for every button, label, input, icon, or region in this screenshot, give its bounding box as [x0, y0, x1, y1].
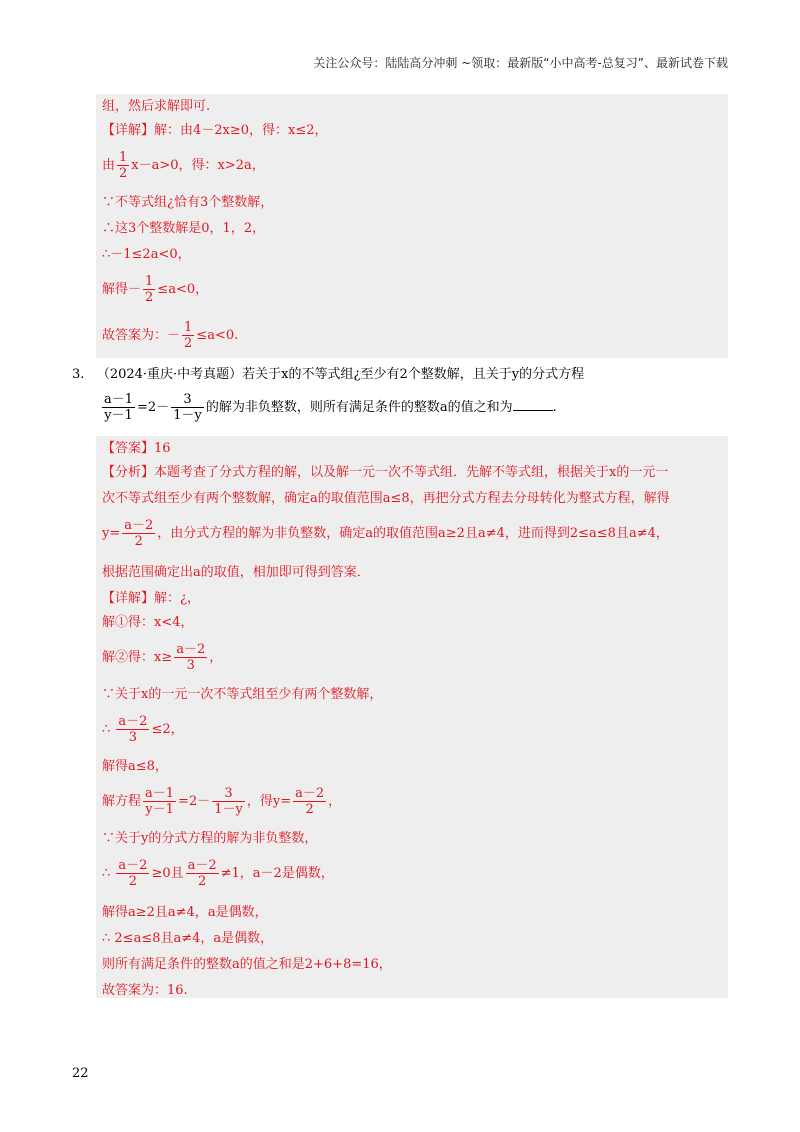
detail-line-12: 故答案为：16. [102, 983, 188, 998]
prev-line-4: ∵不等式组¿恰有3个整数解， [102, 195, 274, 210]
analysis-line-4: 根据范围确定出a的取值，相加即可得到答案． [102, 565, 370, 580]
detail-line-0: 【详解】解：¿， [102, 591, 200, 606]
prev-line-5: ∴这3个整数解是0，1，2， [102, 221, 266, 236]
detail-line-11: 则所有满足条件的整数a的值之和是2+6+8=16， [102, 957, 392, 972]
analysis-line-2: 次不等式组至少有两个整数解，确定a的取值范围a≤8，再把分式方程去分母转化为整式方程，解得 [102, 491, 670, 506]
detail-line-5: 解得a≤8， [102, 759, 168, 774]
page-number: 22 [72, 1066, 89, 1081]
prev-line-6: ∴－1≤2a<0， [102, 247, 191, 262]
analysis-line-3: y= $\frac{a-2}{2}$ ，由分式方程的解为非负整数，确定a的取值范围a≥2且a≠4，进而得到2≤a≤8且a≠4， [102, 518, 669, 549]
detail-line-8: ∴ $\frac{a-2}{2}$ ≥0且 $\frac{a-2}{2}$ ≠1，a－2是偶数， [102, 858, 334, 889]
answer-line: 【答案】16 [102, 441, 171, 456]
detail-line-6: 解方程 $\frac{a-1}{y-1}$ =2－ $\frac{3}{1-y}$ ，得y= $\frac{a-2}{2}$ ， [102, 786, 342, 817]
prev-line-3: 由 $\frac{1}{2}$ x－a>0，得：x>2a， [102, 150, 265, 181]
detail-line-9: 解得a≥2且a≠4，a是偶数， [102, 905, 268, 920]
detail-line-1: 解①得：x<4， [102, 615, 194, 630]
prev-line-1: 组，然后求解即可. [102, 99, 211, 114]
prev-line-8: 故答案为：－ $\frac{1}{2}$ ≤a<0. [102, 320, 239, 351]
question-3-equation: $\frac{a-1}{y-1}$ =2－ $\frac{3}{1-y}$ 的解为非负整数，则所有满足条件的整数a的值之和为 . [104, 392, 557, 423]
detail-line-10: ∴ 2≤a≤8且a≠4，a是偶数， [102, 931, 274, 946]
answer-blank [513, 398, 553, 411]
analysis-line-1: 【分析】本题考查了分式方程的解，以及解一元一次不等式组．先解不等式组，根据关于x的一元一 [102, 465, 669, 480]
detail-line-2: 解②得：x≥ $\frac{a-2}{3}$ ， [102, 642, 223, 673]
prev-line-7: 解得－ $\frac{1}{2}$ ≤a<0， [102, 274, 209, 305]
detail-line-7: ∵关于y的分式方程的解为非负整数， [102, 831, 318, 846]
detail-line-4: ∴ $\frac{a-2}{3}$ ≤2， [102, 714, 184, 745]
question-3-stem: 3. （2024·重庆·中考真题）若关于x的不等式组¿至少有2个整数解，且关于y的分式方程 [72, 367, 585, 382]
page-header: 关注公众号：陆陆高分冲刺 ~领取：最新版“小中高考-总复习”、最新试卷下载 [313, 56, 728, 70]
detail-line-3: ∵关于x的一元一次不等式组至少有两个整数解， [102, 687, 383, 702]
detail-tag: 【详解】 [102, 123, 155, 138]
prev-detail-line: 【详解】解：由4－2x≥0，得：x≤2， [102, 123, 328, 138]
